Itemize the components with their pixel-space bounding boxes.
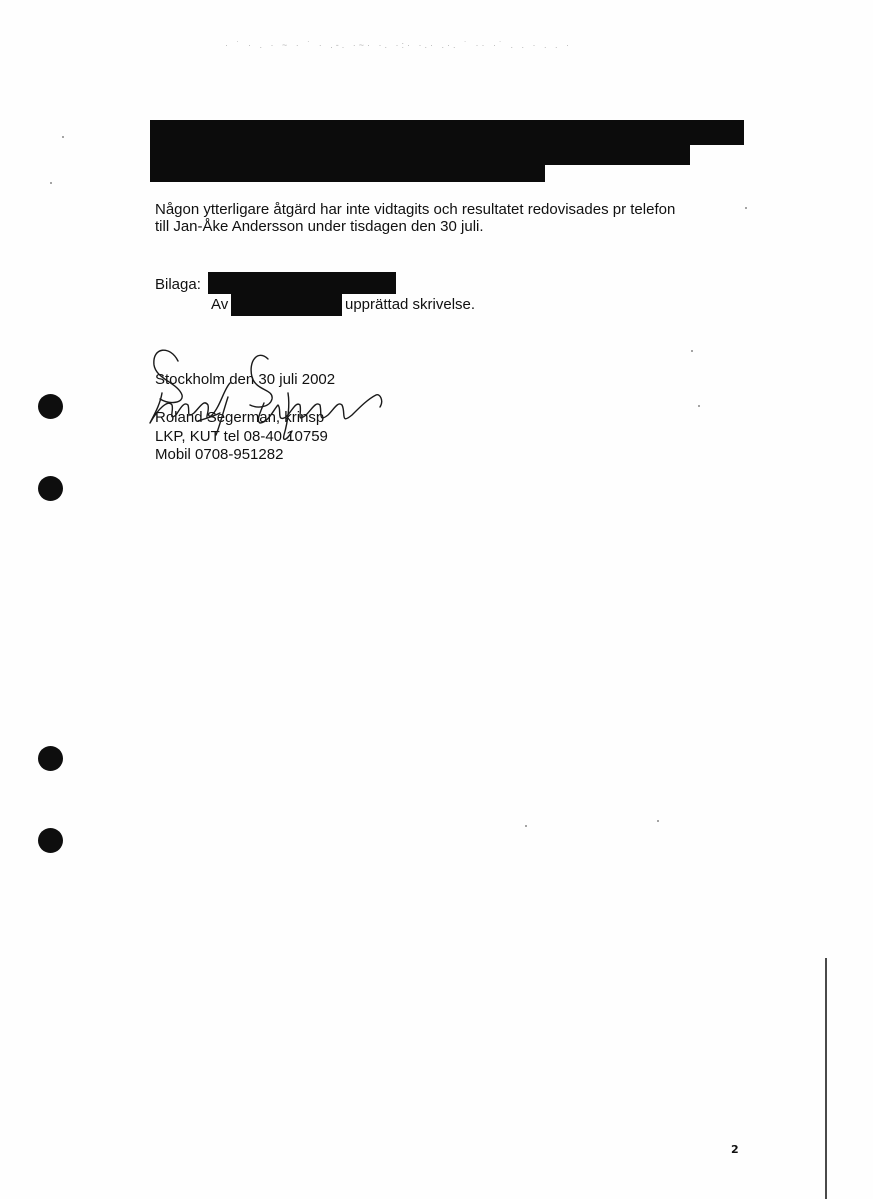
attachment-suffix: upprättad skrivelse. — [345, 296, 476, 313]
redaction-bar — [150, 143, 690, 165]
margin-rule — [825, 958, 827, 1199]
scan-noise: · ˙ · . · ~ · ˙ · .-. ·~· ·. ·:· ·.· .·. ˙ ·· ·˙ . . · . . · — [225, 40, 572, 50]
redaction-bar — [150, 163, 545, 182]
scan-speck — [525, 825, 527, 827]
scan-speck — [691, 350, 693, 352]
scan-speck — [698, 405, 700, 407]
redaction-bar — [208, 272, 396, 294]
page-number: 2 — [731, 1143, 739, 1156]
place-date: Stockholm den 30 juli 2002 — [155, 371, 336, 388]
unit-phone: LKP, KUT tel 08-40 10759 — [155, 428, 328, 445]
scan-speck — [745, 207, 747, 209]
scan-speck — [62, 136, 64, 138]
binder-hole — [38, 828, 63, 853]
scan-speck — [50, 182, 52, 184]
mobile-number: Mobil 0708-951282 — [155, 446, 284, 463]
redaction-bar — [231, 292, 342, 316]
body-paragraph-line: Någon ytterligare åtgärd har inte vidtagits och resultatet redovisades pr telefon — [155, 201, 676, 218]
binder-hole — [38, 394, 63, 419]
handwritten-signature — [140, 343, 390, 453]
binder-hole — [38, 746, 63, 771]
scan-speck — [657, 820, 659, 822]
redaction-bar — [150, 120, 744, 145]
name-title: Roland Segerman, krinsp — [155, 409, 325, 426]
binder-hole — [38, 476, 63, 501]
attachment-prefix: Av — [211, 296, 229, 313]
attachment-label: Bilaga: — [155, 276, 201, 293]
body-paragraph-line: till Jan-Åke Andersson under tisdagen den 30 juli. — [155, 218, 484, 235]
